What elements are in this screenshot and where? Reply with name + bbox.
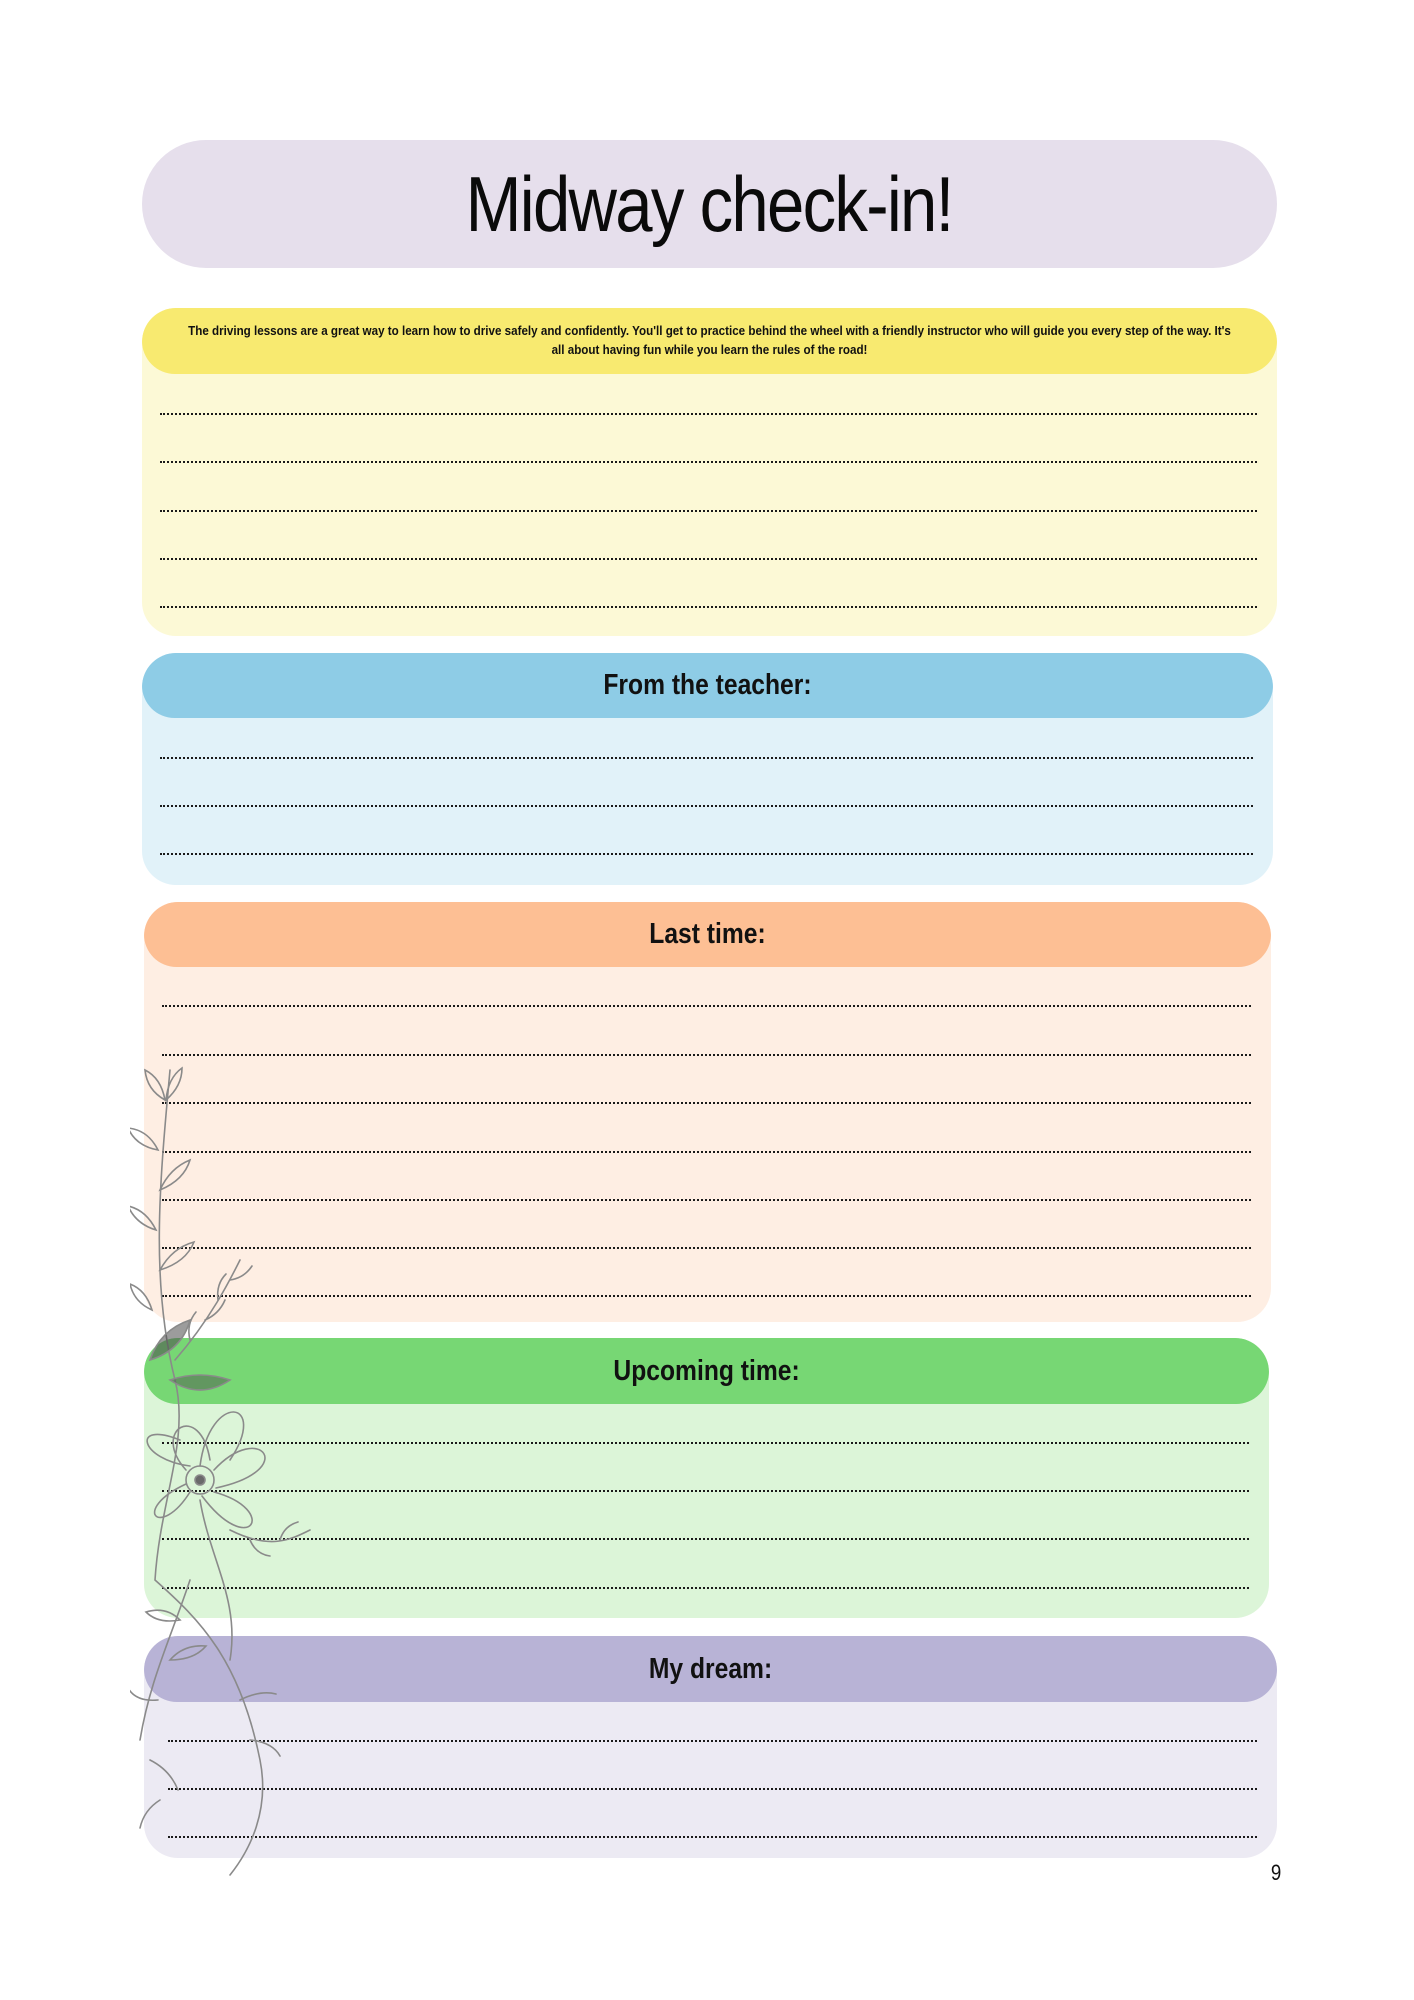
writing-line[interactable] [160, 558, 1257, 560]
section-label: Upcoming time: [613, 1354, 800, 1387]
writing-line[interactable] [160, 606, 1257, 608]
teacher-section [142, 653, 1273, 885]
teacher-header [142, 653, 1273, 718]
last-time-header [144, 902, 1271, 967]
section-label: From the teacher: [603, 669, 812, 701]
page-number: 9 [1270, 1860, 1282, 1885]
writing-line[interactable] [160, 853, 1253, 855]
section-label: My dream: [648, 1652, 773, 1685]
intro-header [142, 308, 1277, 374]
section-label: Last time: [649, 918, 766, 950]
page-title: Midway check-in! [466, 159, 953, 248]
writing-line[interactable] [160, 461, 1257, 463]
intro-text: The driving lessons are a great way to learn how to drive safely and confidently. You'll get to practice behind the wheel with a friendly instructor who will guide you every step of the way. It's all about having fun while you learn the rules of the road! [188, 324, 1231, 357]
writing-line[interactable] [160, 805, 1253, 807]
title-banner [142, 140, 1277, 268]
writing-line[interactable] [160, 757, 1253, 759]
writing-line[interactable] [162, 1054, 1251, 1056]
writing-line[interactable] [160, 413, 1257, 415]
intro-section [142, 308, 1277, 636]
writing-line[interactable] [162, 1005, 1251, 1007]
floral-decoration-icon [130, 1060, 370, 1880]
writing-line[interactable] [160, 510, 1257, 512]
